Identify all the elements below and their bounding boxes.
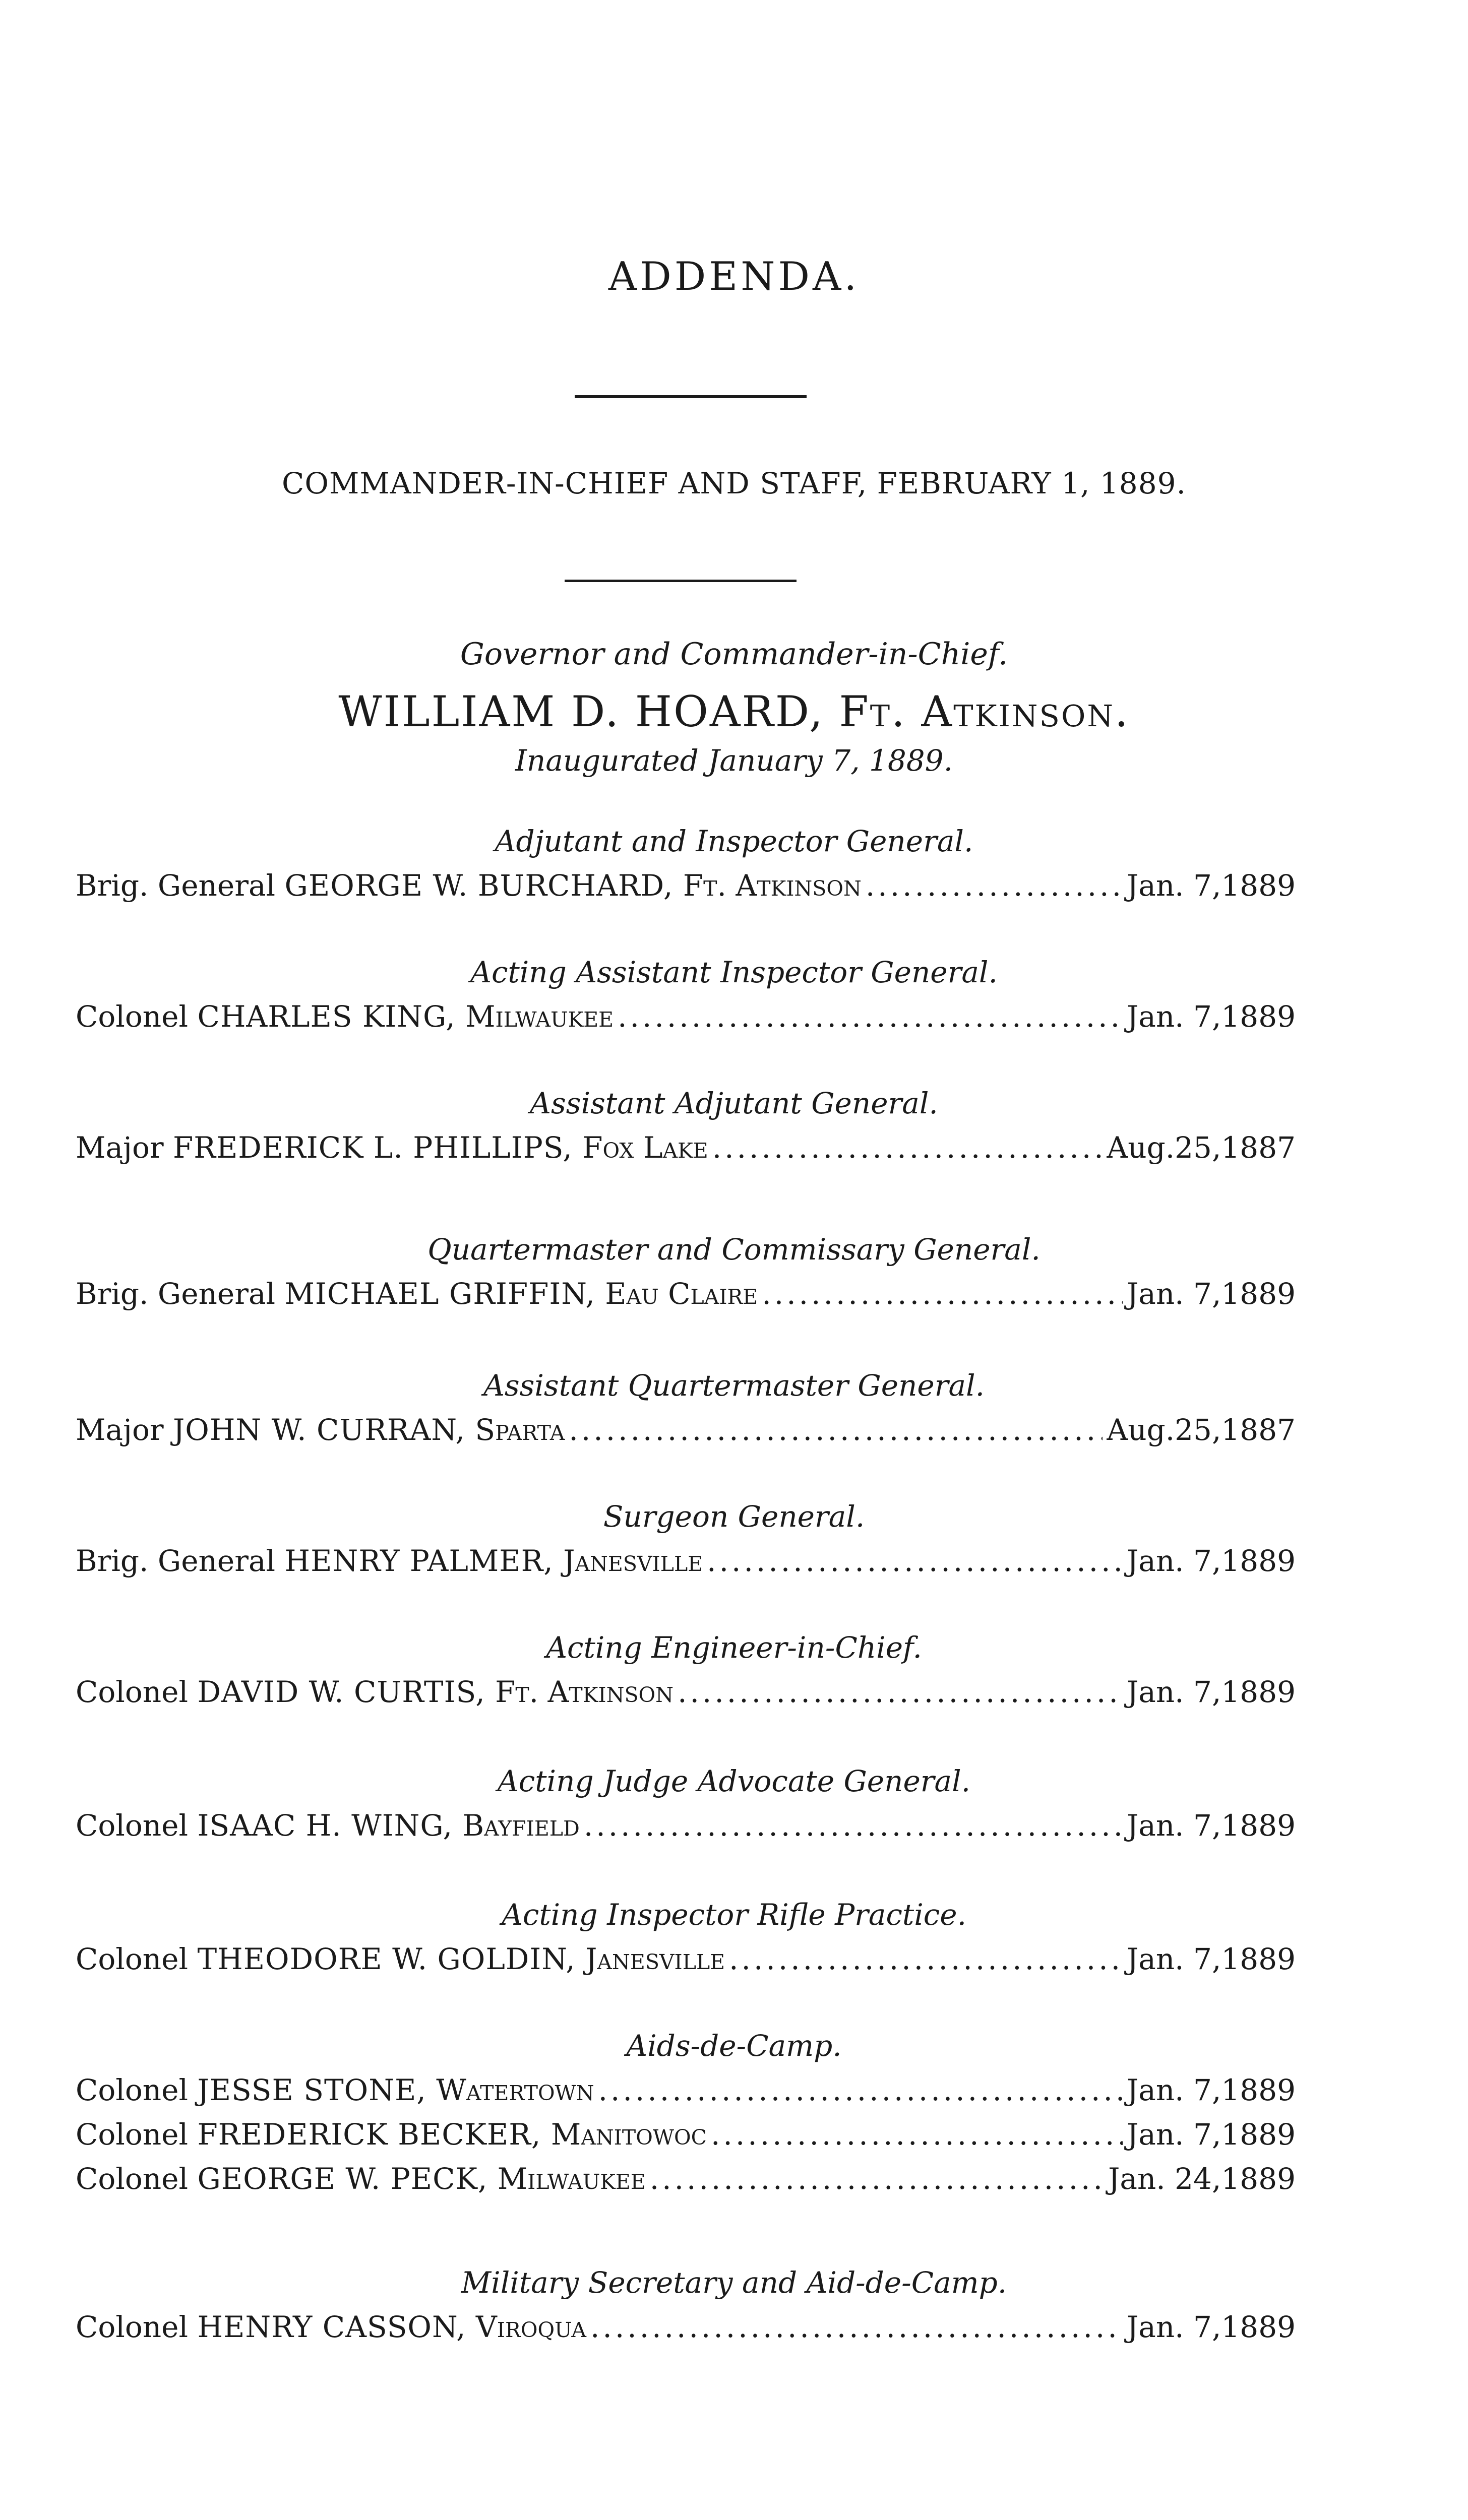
staff-entry [76,868,1296,903]
staff-rank: Colonel [76,1942,198,1976]
staff-year: 1889 [1221,1277,1296,1311]
dot-leader [762,1279,1123,1308]
staff-year: 1889 [1221,1544,1296,1578]
staff-year: 1889 [1221,2117,1296,2152]
staff-rank: Colonel [76,2117,198,2152]
staff-place: Manitowoc [550,2117,707,2152]
staff-entry [76,1944,1296,1976]
staff-place: Milwaukee [465,999,614,1034]
staff-entry [76,1808,1296,1843]
staff-name: HENRY PALMER, [284,1544,564,1578]
staff-name: FREDERICK BECKER, [197,2117,551,2152]
governor-name: WILLIAM D. HOARD, [338,687,839,736]
title-divider [575,395,807,398]
section-heading: Aids-de-Camp. [626,2029,842,2063]
staff-entry [76,2117,1296,2152]
staff-rank: Brig. General [76,1277,285,1311]
staff-rank: Colonel [76,1675,198,1709]
staff-year: 1889 [1221,1942,1296,1976]
staff-entry [76,2164,1296,2195]
staff-date: Aug.25, [1107,1413,1221,1447]
staff-date: Jan. 7, [1126,1808,1221,1843]
governor-inaugurated: Inaugurated January 7, 1889. [515,743,953,778]
staff-date: Jan. 7, [1126,1544,1221,1578]
staff-name: THEODORE W. GOLDIN, [197,1942,586,1976]
governor-heading: Governor and Commander-in-Chief. [460,637,1008,672]
staff-date: Jan. 7, [1126,868,1221,903]
staff-date: Jan. 7, [1126,2310,1221,2344]
governor-line [0,687,1468,736]
page-title: ADDENDA. [608,254,860,299]
staff-name: CHARLES KING, [197,999,466,1034]
staff-year: 1889 [1221,999,1296,1034]
section-heading: Acting Judge Advocate General. [497,1764,971,1798]
staff-place: Ft. Atkinson [683,868,862,903]
staff-year: 1887 [1221,1413,1296,1447]
dot-leader [712,1133,1103,1162]
governor-place: Ft. Atkinson. [839,687,1130,736]
staff-rank: Colonel [76,2310,198,2344]
staff-name: HENRY CASSON, [197,2310,476,2344]
staff-date: Jan. 7, [1126,2117,1221,2152]
staff-rank: Colonel [76,2073,198,2107]
dot-leader [618,1002,1123,1031]
staff-entry [76,2312,1296,2344]
dot-leader [729,1944,1123,1974]
staff-name: JESSE STONE, [197,2073,437,2107]
staff-entry [76,1677,1296,1709]
staff-date: Jan. 24, [1108,2162,1221,2196]
staff-place: Milwaukee [497,2162,646,2196]
section-heading: Adjutant and Inspector General. [495,824,973,858]
staff-year: 1889 [1221,2162,1296,2196]
section-heading: Quartermaster and Commissary General. [427,1232,1041,1267]
staff-entry [76,1415,1296,1446]
staff-rank: Colonel [76,1808,198,1843]
dot-leader [707,1546,1123,1576]
staff-rank: Major [76,1130,173,1165]
staff-place: Watertown [436,2073,594,2107]
dot-leader [598,2075,1123,2105]
staff-place: Ft. Atkinson [495,1675,674,1709]
staff-year: 1887 [1221,1130,1296,1165]
staff-place: Janesville [563,1544,703,1578]
staff-entry [76,2075,1296,2107]
staff-year: 1889 [1221,868,1296,903]
section-heading: Acting Engineer-in-Chief. [546,1630,922,1665]
section-heading: Acting Assistant Inspector General. [470,955,998,989]
staff-rank: Brig. General [76,1544,285,1578]
staff-place: Viroqua [475,2310,586,2344]
staff-rank: Colonel [76,2162,198,2196]
staff-name: DAVID W. CURTIS, [197,1675,496,1709]
staff-date: Jan. 7, [1126,2073,1221,2107]
staff-rank: Brig. General [76,868,285,903]
dot-leader [678,1677,1123,1707]
staff-place: Eau Claire [605,1277,758,1311]
section-heading: Military Secretary and Aid-de-Camp. [461,2265,1007,2300]
staff-date: Jan. 7, [1126,1277,1221,1311]
staff-entry [76,1546,1296,1578]
staff-entry [76,999,1296,1034]
staff-place: Bayfield [462,1808,580,1843]
staff-date: Aug.25, [1107,1130,1221,1165]
staff-date: Jan. 7, [1126,1675,1221,1709]
staff-name: GEORGE W. PECK, [197,2162,498,2196]
page-subtitle: COMMANDER-IN-CHIEF AND STAFF, FEBRUARY 1, 1889. [282,466,1186,500]
section-heading: Acting Inspector Rifle Practice. [501,1898,967,1932]
staff-year: 1889 [1221,2310,1296,2344]
staff-name: JOHN W. CURRAN, [173,1413,475,1447]
section-heading: Assistant Adjutant General. [530,1086,938,1120]
dot-leader [650,2164,1104,2193]
subtitle-divider [565,580,797,582]
dot-leader [584,1811,1123,1840]
staff-entry [76,1130,1296,1165]
staff-name: MICHAEL GRIFFIN, [284,1277,605,1311]
dot-leader [866,871,1123,900]
section-heading: Surgeon General. [603,1499,865,1534]
staff-entry [76,1279,1296,1310]
staff-date: Jan. 7, [1126,999,1221,1034]
staff-year: 1889 [1221,1675,1296,1709]
staff-year: 1889 [1221,1808,1296,1843]
dot-leader [711,2120,1123,2149]
staff-name: GEORGE W. BURCHARD, [284,868,683,903]
dot-leader [590,2312,1123,2342]
staff-place: Sparta [475,1413,565,1447]
staff-rank: Colonel [76,999,198,1034]
staff-date: Jan. 7, [1126,1942,1221,1976]
dot-leader [569,1415,1103,1444]
staff-year: 1889 [1221,2073,1296,2107]
staff-rank: Major [76,1413,173,1447]
staff-place: Janesville [585,1942,725,1976]
section-heading: Assistant Quartermaster General. [483,1368,985,1403]
staff-name: FREDERICK L. PHILLIPS, [173,1130,583,1165]
staff-name: ISAAC H. WING, [197,1808,463,1843]
staff-place: Fox Lake [582,1130,708,1165]
